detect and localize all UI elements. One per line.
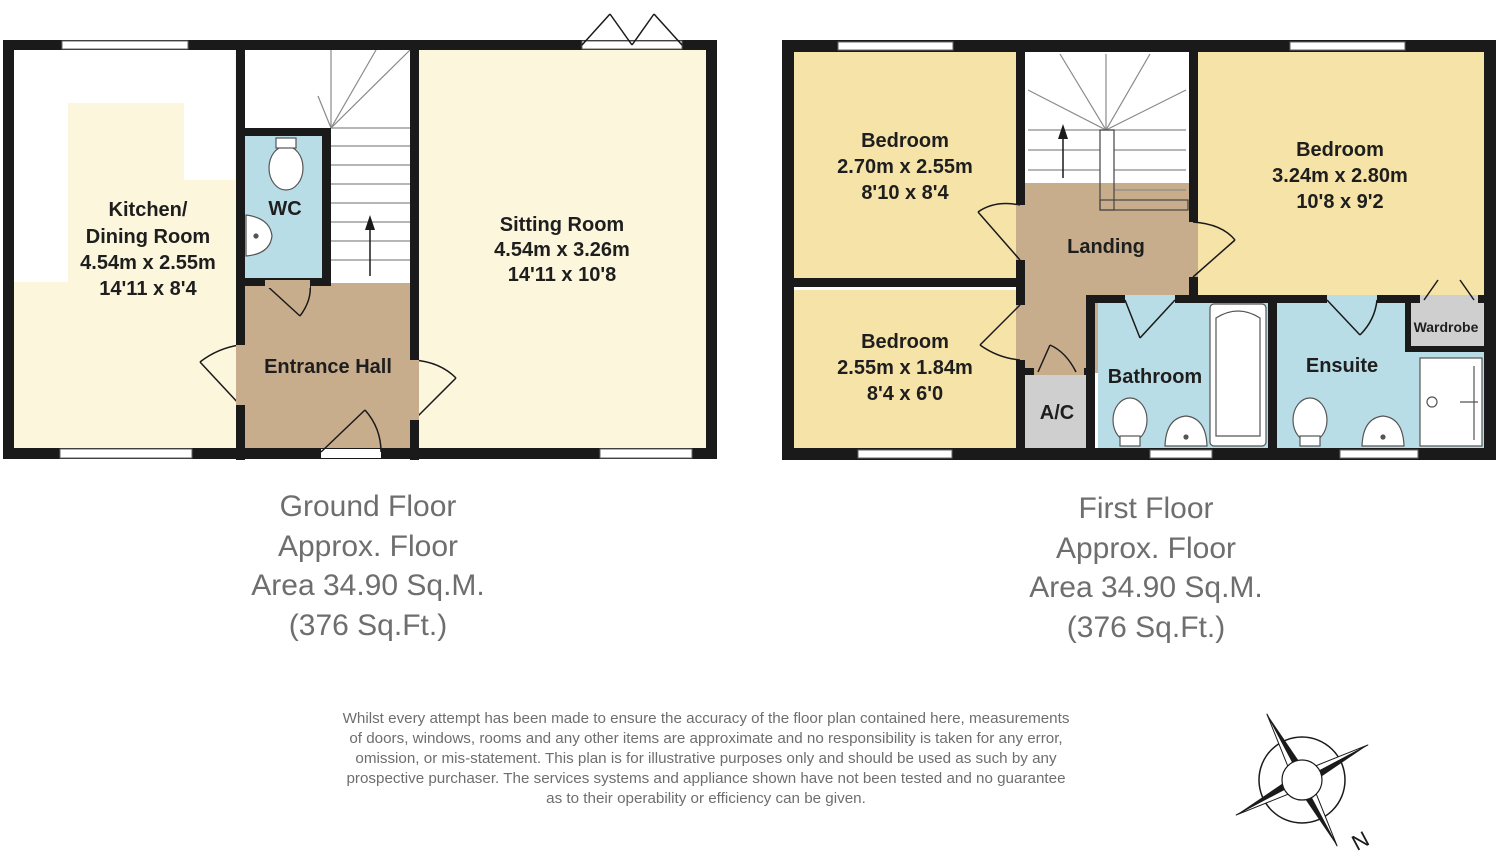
disclaimer-text [300, 709, 1112, 809]
bedroom-3-metric: 3.24m x 2.80m [1272, 165, 1408, 187]
ensuite-toilet-icon [1293, 398, 1327, 442]
ac-name: A/C [1039, 402, 1075, 424]
ensuite-name: Ensuite [1305, 355, 1379, 377]
kitchen-name-line1: Kitchen/ [108, 199, 188, 221]
wc-toilet-icon [269, 146, 303, 190]
bedroom-2-metric: 2.55m x 1.84m [837, 357, 973, 379]
bedroom-1-metric: 2.70m x 2.55m [837, 156, 973, 178]
wardrobe-name: Wardrobe [1413, 319, 1479, 335]
first-caption-line-1: First Floor [1078, 492, 1214, 525]
first-floor-caption [996, 489, 1296, 647]
kitchen-name-line2: Dining Room [85, 226, 211, 248]
ground-caption-line-3: Area 34.90 Sq.M. [251, 569, 485, 602]
disclaimer-line-4: prospective purchaser. The services systems and appliance shown have not been tested and no guarantee [346, 770, 1066, 787]
first-caption-line-3: Area 34.90 Sq.M. [1029, 571, 1263, 604]
ground-floor-caption [218, 487, 518, 645]
compass-north-label: N [1347, 826, 1374, 856]
bedroom-1-imperial: 8'10 x 8'4 [861, 182, 949, 204]
first-caption-line-4: (376 Sq.Ft.) [1066, 610, 1226, 644]
disclaimer-line-3: omission, or mis-statement. This plan is for illustrative purposes only and should be used as such by any [355, 750, 1057, 767]
ground-caption-line-2: Approx. Floor [277, 529, 459, 563]
bathroom-toilet-icon [1113, 398, 1147, 442]
bathroom-name: Bathroom [1107, 366, 1203, 388]
disclaimer-line-1: Whilst every attempt has been made to ensure the accuracy of the floor plan contained here, measurements [342, 710, 1070, 727]
bedroom-3-imperial: 10'8 x 9'2 [1296, 191, 1384, 213]
bedroom-2-name: Bedroom [861, 331, 949, 353]
disclaimer-line-5: as to their operability or efficiency can be given. [546, 790, 866, 807]
sitting-room-metric: 4.54m x 3.26m [494, 239, 630, 261]
bedroom-1-name: Bedroom [861, 130, 949, 152]
first-caption-line-2: Approx. Floor [1055, 531, 1237, 565]
bedroom-3-name: Bedroom [1296, 139, 1384, 161]
kitchen-metric: 4.54m x 2.55m [80, 252, 216, 274]
bedroom-2-imperial: 8'4 x 6'0 [866, 383, 944, 405]
sitting-room-name: Sitting Room [499, 214, 625, 236]
kitchen-imperial: 14'11 x 8'4 [99, 278, 197, 300]
wc-name: WC [268, 198, 302, 220]
ground-caption-line-4: (376 Sq.Ft.) [288, 608, 448, 642]
kitchen-island [68, 103, 184, 185]
compass [1201, 679, 1404, 864]
disclaimer-line-2: of doors, windows, rooms and any other items are approximate and no responsibility is taken for any error, [349, 730, 1063, 747]
landing-lower [1024, 300, 1090, 373]
landing-name: Landing [1067, 236, 1145, 258]
entrance-hall-name: Entrance Hall [264, 356, 392, 378]
ground-caption-line-1: Ground Floor [279, 490, 457, 523]
sitting-room-imperial: 14'11 x 10'8 [507, 264, 617, 286]
